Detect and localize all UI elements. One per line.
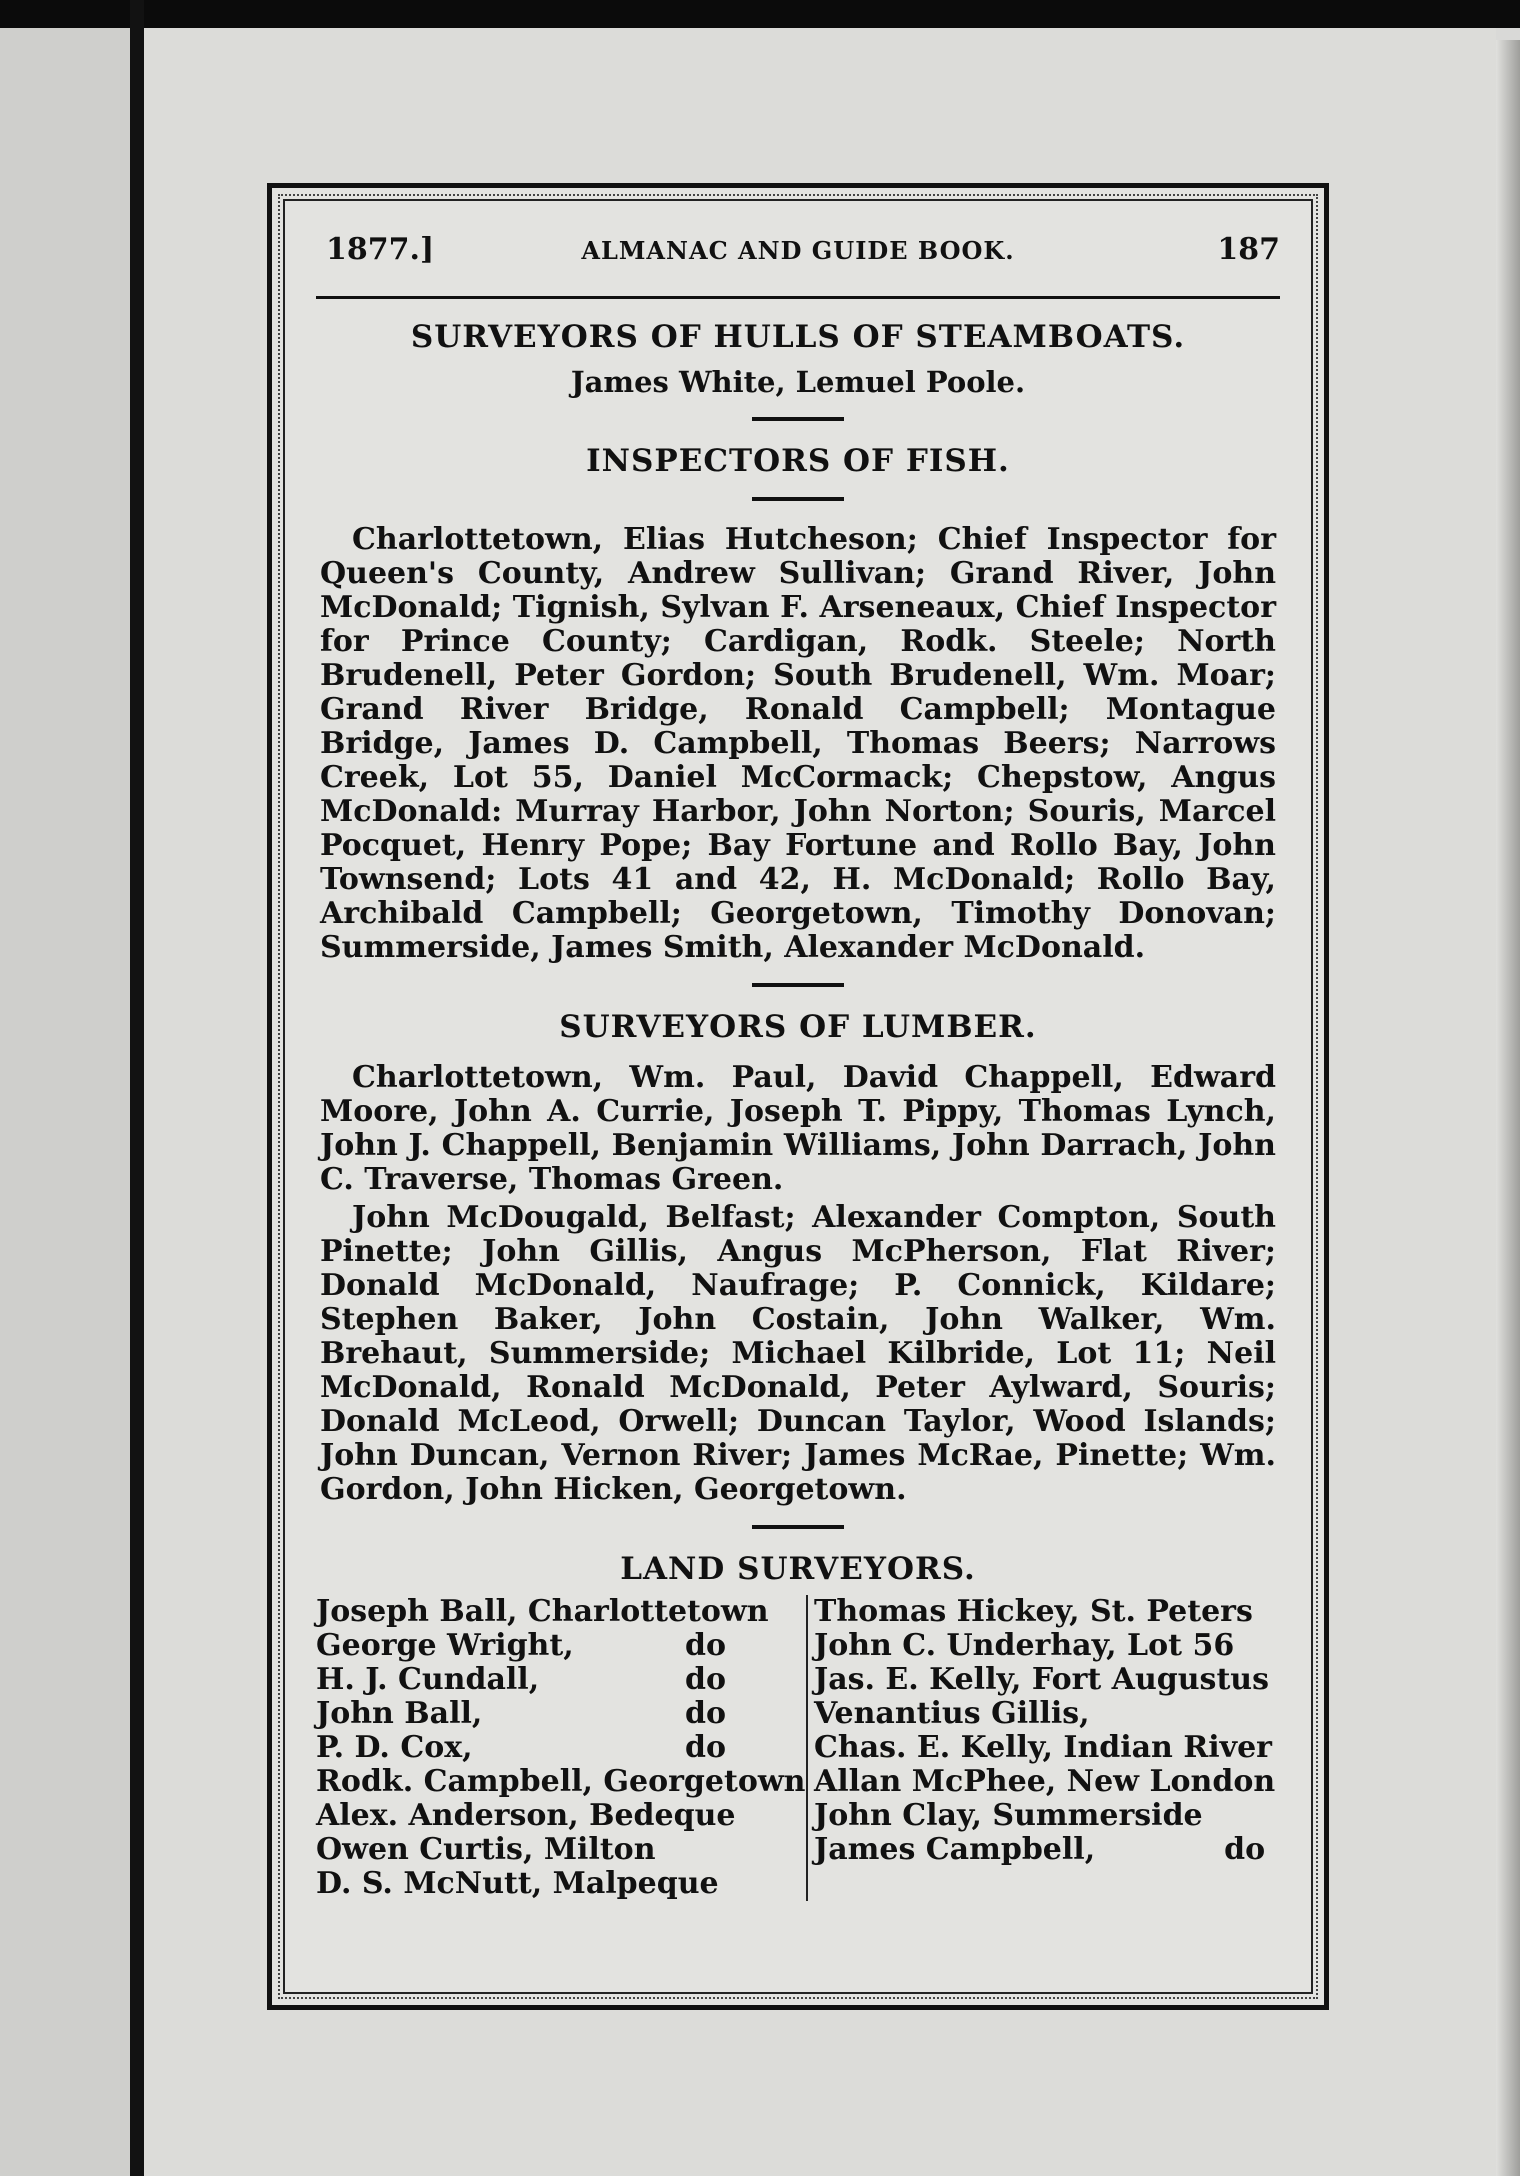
surveyor-location xyxy=(735,1799,805,1833)
running-head xyxy=(316,232,1280,284)
list-item xyxy=(316,1833,796,1867)
surveyor-name: Joseph Ball, Charlottetown xyxy=(316,1594,769,1629)
surveyor-name: Rodk. Campbell, Georgetown xyxy=(316,1764,806,1799)
surveyor-name: Chas. E. Kelly, Indian River xyxy=(814,1730,1272,1765)
surveyor-location xyxy=(1275,1731,1345,1765)
running-head-title: ALMANAC AND GUIDE BOOK. xyxy=(581,236,1015,265)
list-item xyxy=(316,1867,796,1901)
section-heading-lumber: SURVEYORS OF LUMBER. xyxy=(559,1009,1037,1045)
surveyor-location xyxy=(1275,1799,1345,1833)
top-dark-edge xyxy=(0,0,1520,28)
list-item xyxy=(814,1731,1345,1765)
list-item xyxy=(814,1697,1345,1731)
section-heading-hulls: SURVEYORS OF HULLS OF STEAMBOATS. xyxy=(410,319,1186,355)
section-divider xyxy=(752,497,844,501)
surveyor-location xyxy=(1275,1629,1345,1663)
book-spine xyxy=(130,0,144,2176)
list-item xyxy=(814,1765,1345,1799)
section-divider xyxy=(752,417,844,421)
surveyor-name: Thomas Hickey, St. Peters xyxy=(814,1594,1253,1629)
page-number: 187 xyxy=(1217,232,1280,267)
surveyor-location xyxy=(1275,1595,1345,1629)
list-item xyxy=(316,1731,796,1765)
land-surveyors-right-column xyxy=(806,1595,1345,1901)
surveyor-name: H. J. Cundall, xyxy=(316,1662,540,1697)
section-heading-land: LAND SURVEYORS. xyxy=(620,1551,976,1587)
page-content xyxy=(316,232,1280,1975)
surveyor-name: Owen Curtis, Milton xyxy=(316,1832,656,1867)
list-item xyxy=(316,1595,796,1629)
surveyor-location xyxy=(1275,1697,1345,1731)
list-item xyxy=(316,1799,796,1833)
section-divider xyxy=(752,983,844,987)
surveyor-name: James Campbell, xyxy=(814,1832,1096,1867)
surveyor-name: Venantius Gillis, xyxy=(814,1696,1090,1731)
list-item xyxy=(316,1697,796,1731)
surveyor-name: John Ball, xyxy=(316,1696,483,1731)
list-item xyxy=(316,1663,796,1697)
page-frame xyxy=(267,183,1329,2010)
list-item xyxy=(316,1629,796,1663)
surveyor-name: Alex. Anderson, Bedeque xyxy=(316,1798,736,1833)
list-item xyxy=(814,1799,1345,1833)
lumber-paragraph-1: Charlottetown, Wm. Paul, David Chappell, Edward Moore, John A. Currie, Joseph T. Pippy, Thomas Lynch, John J. Chappell, Benjamin Williams, John Darrach, John C. Traverse, Thomas Green. xyxy=(320,1060,1276,1197)
surveyor-name: D. S. McNutt, Malpeque xyxy=(316,1866,719,1901)
list-item xyxy=(814,1629,1345,1663)
section-heading-fish: INSPECTORS OF FISH. xyxy=(586,443,1010,479)
list-item xyxy=(814,1663,1345,1697)
surveyor-name: P. D. Cox, xyxy=(316,1730,473,1765)
surveyor-location: do xyxy=(685,1696,726,1731)
land-surveyors-left-column xyxy=(316,1595,806,1901)
surveyor-name: John Clay, Summerside xyxy=(814,1798,1203,1833)
section-divider xyxy=(752,1525,844,1529)
left-page-margin xyxy=(0,28,130,2176)
lumber-paragraph-2: John McDougald, Belfast; Alexander Compton, South Pinette; John Gillis, Angus McPherson, Flat River; Donald McDonald, Naufrage; P. Connick, Kildare; Stephen Baker, John Costain, John Walker, Wm. Brehaut, Summerside; Michael Kilbride, Lot 11; Neil McDonald, Ronald McDonald, Peter Aylward, Souris; Donald McLeod, Orwell; Duncan Taylor, Wood Islands; John Duncan, Vernon River; James McRae, Pinette; Wm. Gordon, John Hicken, Georgetown. xyxy=(320,1200,1276,1507)
surveyor-location xyxy=(1275,1663,1345,1697)
surveyor-location: do xyxy=(685,1730,726,1765)
fish-inspectors-text: Charlottetown, Elias Hutcheson; Chief Inspector for Queen's County, Andrew Sullivan; Grand River, John McDonald; Tignish, Sylvan F. Arseneaux, Chief Inspector for Prince County; Cardigan, Rodk. Steele; North Brudenell, Peter Gordon; South Brudenell, Wm. Moar; Grand River Bridge, Ronald Campbell; Montague Bridge, James D. Campbell, Thomas Beers; Narrows Creek, Lot 55, Daniel McCormack; Chepstow, Angus McDonald: Murray Harbor, John Norton; Souris, Marcel Pocquet, Henry Pope; Bay Fortune and Rollo Bay, John Townsend; Lots 41 and 42, H. McDonald; Rollo Bay, Archibald Campbell; Georgetown, Timothy Donovan; Summerside, James Smith, Alexander McDonald. xyxy=(320,522,1276,965)
surveyor-location xyxy=(1275,1765,1345,1799)
surveyor-location xyxy=(726,1867,796,1901)
surveyor-location: do xyxy=(685,1662,726,1697)
surveyor-location xyxy=(726,1833,796,1867)
surveyor-name: George Wright, xyxy=(316,1628,574,1663)
page-edge-shadow xyxy=(1496,40,1520,2176)
surveyor-location: do xyxy=(1224,1832,1266,1867)
list-item xyxy=(814,1833,1345,1867)
surveyor-name: Allan McPhee, New London xyxy=(814,1764,1276,1799)
list-item xyxy=(316,1764,806,1799)
surveyor-location: do xyxy=(685,1628,726,1663)
hulls-names: James White, Lemuel Poole. xyxy=(570,365,1026,399)
running-head-year: 1877.] xyxy=(326,232,435,267)
surveyor-name: John C. Underhay, Lot 56 xyxy=(814,1628,1235,1663)
header-rule xyxy=(316,296,1280,299)
list-item xyxy=(814,1595,1345,1629)
land-surveyors-list xyxy=(316,1595,1280,1901)
surveyor-name: Jas. E. Kelly, Fort Augustus xyxy=(814,1662,1270,1697)
